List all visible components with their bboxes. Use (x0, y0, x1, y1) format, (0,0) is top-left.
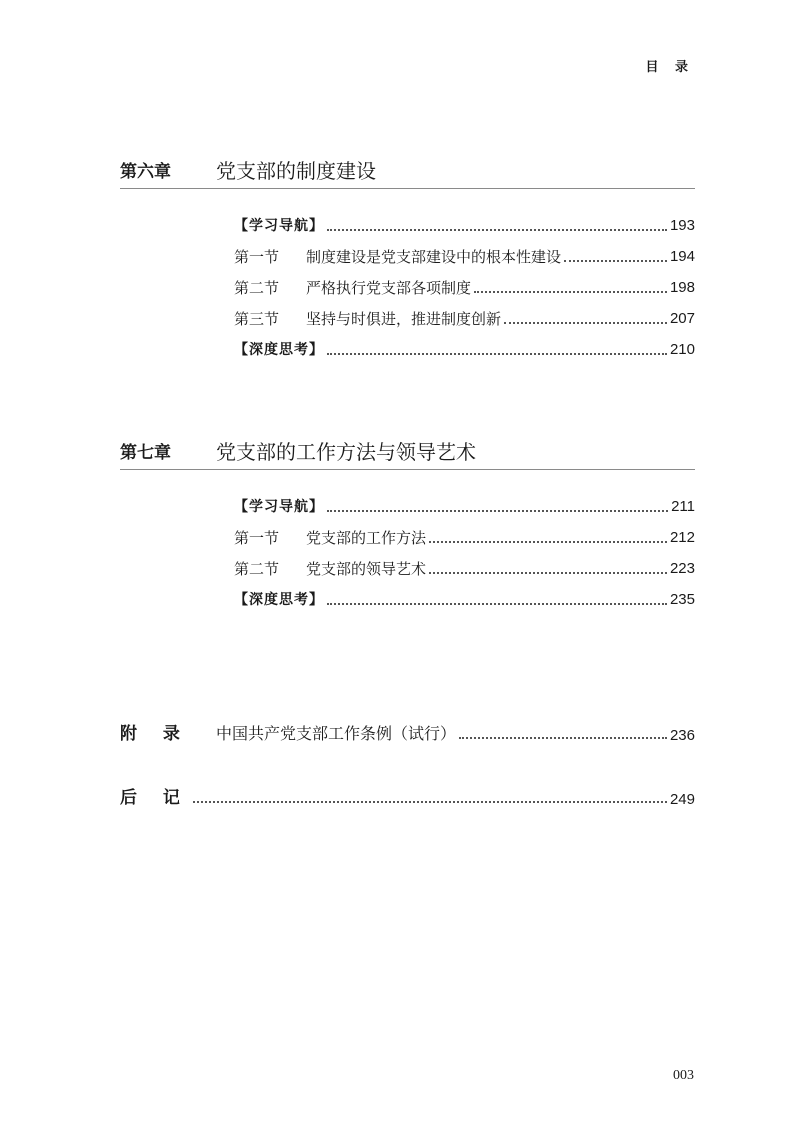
toc-entry-deep-thinking[interactable] (234, 336, 695, 360)
dot-leader (429, 541, 667, 543)
entry-page: 249 (669, 791, 695, 808)
afterword-label: 后 记 (120, 788, 190, 808)
section-title: 严格执行党支部各项制度 (306, 279, 472, 297)
chapter-heading (120, 437, 695, 470)
section-title: 制度建设是党支部建设中的根本性建设 (306, 248, 562, 266)
section-title: 党支部的工作方法 (306, 529, 427, 547)
entry-page: 210 (669, 341, 695, 358)
dot-leader (429, 572, 667, 574)
page-number: 003 (673, 1068, 694, 1083)
entry-label: 【深度思考】 (234, 342, 324, 358)
appendix-label: 附 录 (120, 724, 190, 744)
toc-entry-section-1[interactable] (234, 524, 695, 548)
dot-leader (459, 737, 667, 739)
entry-label: 【深度思考】 (234, 592, 324, 608)
entry-page: 211 (671, 498, 695, 515)
chapter-title: 党支部的制度建设 (216, 159, 376, 183)
entry-page: 235 (669, 591, 695, 608)
dot-leader (193, 801, 667, 803)
toc-entry-afterword[interactable] (120, 784, 695, 808)
entry-page: 207 (669, 310, 695, 327)
section-title: 坚持与时俱进，推进制度创新 (306, 310, 502, 328)
dot-leader (474, 291, 667, 293)
toc-entry-section-3[interactable] (234, 305, 695, 329)
chapter-label: 第六章 (120, 162, 171, 182)
entry-page: 223 (669, 560, 695, 577)
section-title: 党支部的领导艺术 (306, 560, 427, 578)
section-number: 第一节 (234, 529, 280, 547)
toc-entry-section-2[interactable] (234, 274, 695, 298)
toc-entry-appendix[interactable] (120, 720, 695, 744)
dot-leader (564, 260, 667, 262)
section-number: 第三节 (234, 310, 280, 328)
toc-entry-section-2[interactable] (234, 555, 695, 579)
chapter-label: 第七章 (120, 443, 171, 463)
toc-entry-deep-thinking[interactable] (234, 586, 695, 610)
dot-leader (327, 229, 667, 231)
toc-entry-study-guide[interactable] (234, 493, 695, 517)
entry-page: 198 (669, 279, 695, 296)
section-number: 第二节 (234, 560, 280, 578)
entry-page: 212 (669, 529, 695, 546)
dot-leader (327, 353, 667, 355)
entry-page: 194 (669, 248, 695, 265)
appendix-title: 中国共产党支部工作条例（试行） (216, 724, 457, 743)
dot-leader (327, 510, 668, 512)
entry-page: 236 (669, 727, 695, 744)
chapter-heading (120, 156, 695, 189)
entry-label: 【学习导航】 (234, 499, 324, 515)
dot-leader (327, 603, 667, 605)
section-number: 第二节 (234, 279, 280, 297)
chapter-title: 党支部的工作方法与领导艺术 (216, 440, 476, 464)
toc-entry-section-1[interactable] (234, 243, 695, 267)
chapter-6 (120, 156, 695, 358)
chapter-7 (120, 437, 695, 608)
running-header-title: 目 录 (645, 60, 694, 75)
entry-label: 【学习导航】 (234, 218, 324, 234)
dot-leader (504, 322, 667, 324)
toc-entry-study-guide[interactable] (234, 212, 695, 236)
section-number: 第一节 (234, 248, 280, 266)
entry-page: 193 (669, 217, 695, 234)
